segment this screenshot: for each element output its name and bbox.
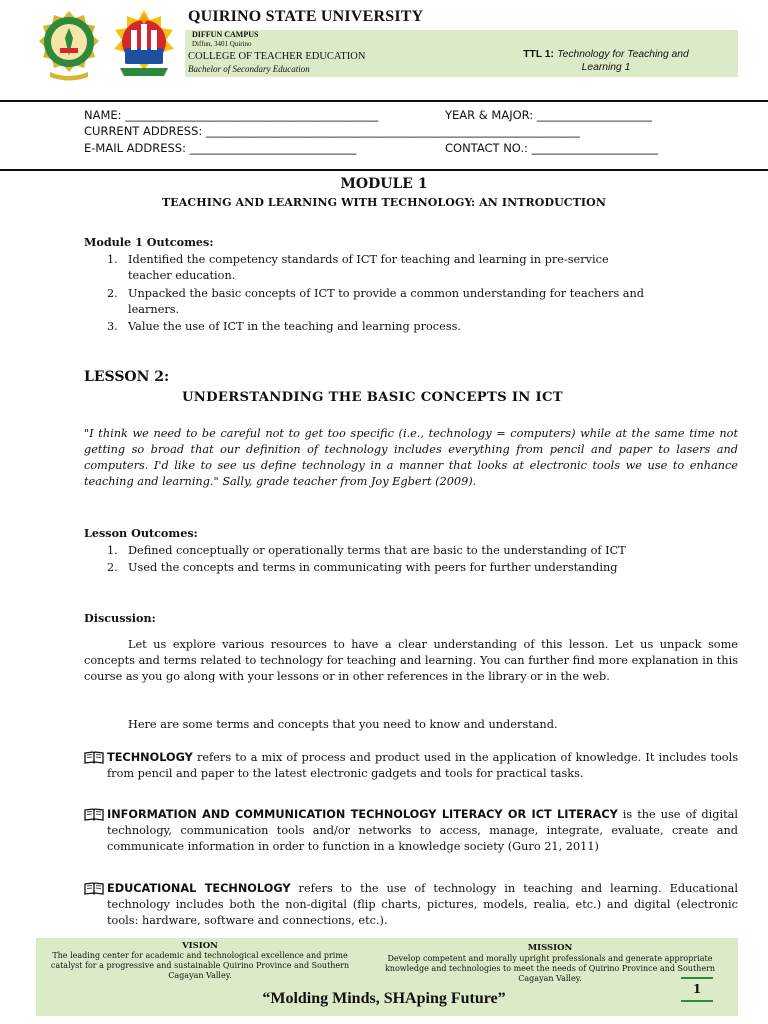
discussion-intro: Here are some terms and concepts that you need to know and understand. xyxy=(128,718,558,731)
module-subtitle: TEACHING AND LEARNING WITH TECHNOLOGY: AN INTRODUCTION xyxy=(161,196,607,209)
term-ict-literacy xyxy=(107,807,738,855)
list-text: learners. xyxy=(128,303,180,316)
book-icon xyxy=(84,808,104,822)
fields-divider xyxy=(0,169,768,171)
list-text: Defined conceptually or operationally terms that are basic to the understanding of ICT xyxy=(128,544,626,557)
current-address-field[interactable]: CURRENT ADDRESS: _________________________________________________________________ xyxy=(84,124,580,138)
college-name: COLLEGE OF TEACHER EDUCATION xyxy=(188,51,366,62)
email-field[interactable]: E-MAIL ADDRESS: _____________________________ xyxy=(84,141,357,155)
campus-address: Diffun, 3401 Quirino xyxy=(192,40,252,48)
year-major-field[interactable]: YEAR & MAJOR: ____________________ xyxy=(445,108,652,122)
list-item xyxy=(107,543,747,559)
vision-heading: VISION xyxy=(182,941,218,951)
term-definition: refers to a mix of process and product used in the application of knowledge. It includes tools from pencil and paper to the latest electronic gadgets and tools for practical tasks. xyxy=(107,751,738,780)
contact-field[interactable]: CONTACT NO.: ______________________ xyxy=(445,141,659,155)
term-name: INFORMATION AND COMMUNICATION TECHNOLOGY LITERACY OR ICT LITERACY xyxy=(107,808,618,821)
discussion-heading: Discussion: xyxy=(84,611,156,625)
term-name: TECHNOLOGY xyxy=(107,751,193,764)
university-name: QUIRINO STATE UNIVERSITY xyxy=(188,8,424,25)
program-name: Bachelor of Secondary Education xyxy=(188,64,310,74)
course-code: TTL 1: xyxy=(523,49,554,60)
page-number-rule-bottom xyxy=(681,1000,713,1002)
lesson-label: LESSON 2: xyxy=(84,369,170,385)
discussion-paragraph: Let us explore various resources to have a clear understanding of this lesson. Let us unpack some concepts and terms related to technology for teaching and learning. You can further find more explanation in this course as you go along with your lessons or in other references in the library or in the web. xyxy=(84,638,738,683)
list-item xyxy=(107,319,747,335)
list-item xyxy=(107,560,747,576)
term-technology xyxy=(107,750,738,782)
name-field[interactable]: NAME: ____________________________________________ xyxy=(84,108,379,122)
list-text: teacher education. xyxy=(128,269,236,282)
course-title xyxy=(470,48,742,74)
list-number: 1. xyxy=(107,253,118,266)
university-seal-icon xyxy=(36,8,102,82)
list-text: Used the concepts and terms in communicating with peers for further understanding xyxy=(128,561,618,574)
book-icon xyxy=(84,882,104,896)
course-title-line2: Learning 1 xyxy=(581,62,631,73)
term-educational-technology xyxy=(107,881,738,929)
module-outcomes-heading: Module 1 Outcomes: xyxy=(84,235,214,249)
header-divider xyxy=(0,100,768,102)
list-item xyxy=(107,286,747,318)
mission-heading: MISSION xyxy=(527,943,573,953)
module-outcomes-list xyxy=(107,252,747,332)
lesson-title: UNDERSTANDING THE BASIC CONCEPTS IN ICT xyxy=(182,390,563,405)
course-title-line1: Technology for Teaching and xyxy=(557,49,689,60)
lesson-quote: "I think we need to be careful not to get too specific (i.e., technology = computers) while at the same time not getting so broad that our definition of technology includes everything from pencil and paper to lasers and computers. I'd like to see us define technology in a manner that looks at electronic tools we use to enhance teaching and learning." Sally, grade teacher from Joy Egbert (2009). xyxy=(84,427,738,488)
list-text: Unpacked the basic concepts of ICT to provide a common understanding for teachers and xyxy=(128,287,645,300)
campus-name: DIFFUN CAMPUS xyxy=(192,30,259,39)
term-name: EDUCATIONAL TECHNOLOGY xyxy=(107,882,291,895)
term-definition: refers to the use of technology in teaching and learning. Educational technology includes both the non-digital (flip charts, pictures, models, realia, etc.) and digital (electronic tools: hardware, software and connections, etc.). xyxy=(107,882,738,927)
mission-text: Develop competent and morally upright professionals and generate appropriate knowledge and technologies to meet the needs of Quirino Province and Southern Cagayan Valley. xyxy=(384,954,716,983)
list-text: Value the use of ICT in the teaching and learning process. xyxy=(128,320,461,333)
list-number: 1. xyxy=(107,544,118,557)
lesson-outcomes-heading: Lesson Outcomes: xyxy=(84,526,198,540)
page-number: 1 xyxy=(692,982,702,996)
college-logo-icon xyxy=(108,8,180,82)
list-number: 2. xyxy=(107,561,118,574)
vision-text: The leading center for academic and technological excellence and prime catalyst for a progressive and sustainable Quirino Province and Southern Cagayan Valley. xyxy=(50,951,350,980)
term-definition: is the use of digital technology, communication tools and/or networks to access, manage, integrate, evaluate, create and communicate information in order to function in a knowledge society (Guro 21, 2011) xyxy=(107,808,739,853)
lesson-outcomes-list xyxy=(107,543,747,577)
module-title: MODULE 1 xyxy=(340,176,428,192)
motto: “Molding Minds, SHAping Future” xyxy=(262,990,506,1007)
list-number: 2. xyxy=(107,287,118,300)
list-text: Identified the competency standards of ICT for teaching and learning in pre-service xyxy=(128,253,609,266)
list-item xyxy=(107,252,747,284)
page-number-rule-top xyxy=(681,977,713,979)
book-icon xyxy=(84,751,104,765)
list-number: 3. xyxy=(107,320,118,333)
